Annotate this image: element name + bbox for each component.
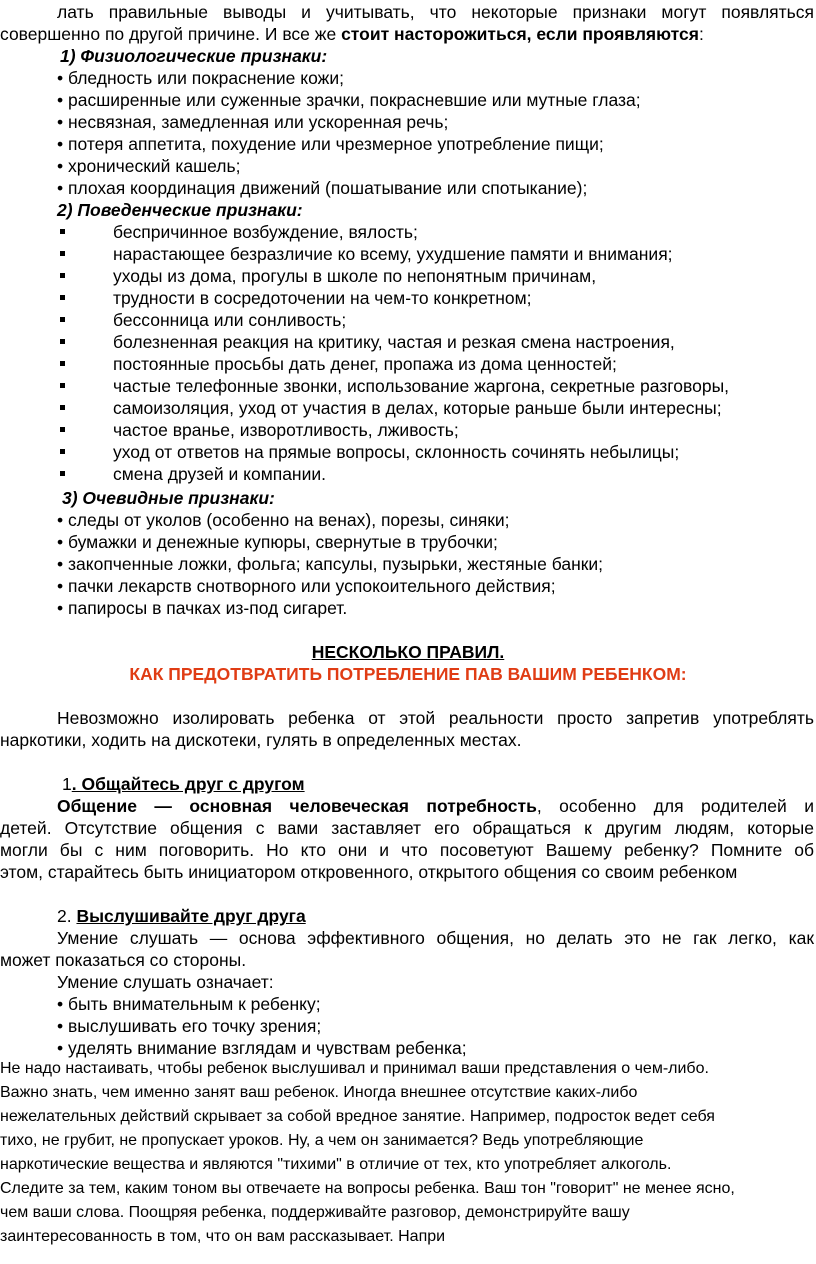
closing-line: Не надо настаивать, чтобы ребенок выслушивал и принимал ваши представления о чем-либо. (0, 1060, 709, 1077)
list-item: беспричинное возбуждение, вялость; (113, 222, 418, 242)
closing-line: Важно знать, чем именно занят ваш ребенок. Иногда внешнее отсутствие каких-либо (0, 1084, 638, 1101)
list-item: постоянные просьбы дать денег, пропажа из дома ценностей; (113, 354, 617, 374)
list-item: • хронический кашель; (57, 156, 241, 176)
section-2-heading: 2) Поведенческие признаки: (57, 200, 303, 220)
closing-line: заинтересованность в том, что он вам рассказывает. Напри (0, 1228, 446, 1245)
intro-paragraph-line-2: наркотики, ходить на дискотеки, гулять в определенных местах. (0, 730, 522, 750)
intro-line-2-bold: стоит насторожиться, если проявляются (341, 24, 699, 44)
closing-line: чем ваши слова. Поощряя ребенка, поддерживайте разговор, демонстрируйте вашу (0, 1204, 630, 1221)
list-item: бессонница или сонливость; (113, 310, 347, 330)
intro-line-2-colon: : (698, 24, 704, 44)
square-bullet-icon (60, 251, 65, 256)
rule-1-heading (62, 773, 816, 795)
rule-2-heading (57, 905, 816, 927)
rules-title: НЕСКОЛЬКО ПРАВИЛ. (311, 642, 505, 662)
rule-1-line-2: детей. Отсутствие общения с вами заставляет его обращаться к другим людям, которые (0, 818, 814, 838)
list-item: • плохая координация движений (пошатывание или спотыкание); (57, 178, 588, 198)
rule-1-line-1 (57, 795, 814, 817)
rule-2-title: Выслушивайте друг друга (76, 906, 306, 926)
list-item: болезненная реакция на критику, частая и резкая смена настроения, (113, 332, 675, 352)
square-bullet-icon (60, 449, 65, 454)
square-bullet-icon (60, 471, 65, 476)
rule-1-line-4: этом, старайтесь быть инициатором откровенного, открытого общения со своим ребенком (0, 862, 738, 882)
square-bullet-icon (60, 229, 65, 234)
list-item: • пачки лекарств снотворного или успокоительного действия; (57, 576, 556, 596)
square-bullet-icon (60, 427, 65, 432)
list-item: • бледность или покраснение кожи; (57, 68, 345, 88)
list-item: уходы из дома, прогулы в школе по непонятным причинам, (113, 266, 597, 286)
list-item: • расширенные или суженные зрачки, покрасневшие или мутные глаза; (57, 90, 641, 110)
square-bullet-icon (60, 273, 65, 278)
closing-line: нежелательных действий скрывает за собой вредное занятие. Например, подросток ведет себя (0, 1108, 715, 1125)
list-item: смена друзей и компании. (113, 464, 327, 484)
intro-line-2-text: совершенно по другой причине. И все же (0, 24, 342, 44)
list-item: частое вранье, изворотливость, лживость; (113, 420, 459, 440)
list-item: трудности в сосредоточении на чем-то конкретном; (113, 288, 532, 308)
rules-subtitle: КАК ПРЕДОТВРАТИТЬ ПОТРЕБЛЕНИЕ ПАВ ВАШИМ РЕБЕНКОМ: (129, 664, 687, 684)
square-bullet-icon (60, 295, 65, 300)
rule-2-line-3: Умение слушать означает: (57, 972, 274, 992)
rule-1-bold-phrase: Общение — основная человеческая потребность (57, 796, 537, 816)
square-bullet-icon (60, 361, 65, 366)
intro-paragraph-line-1: Невозможно изолировать ребенка от этой реальности просто запретив употреблять (57, 708, 814, 728)
rule-2-number: 2. (57, 906, 77, 926)
list-item: • бумажки и денежные купюры, свернутые в трубочки; (57, 532, 498, 552)
list-item: • выслушивать его точку зрения; (57, 1016, 322, 1036)
section-1-heading: 1) Физиологические признаки: (60, 46, 328, 66)
rule-2-line-1: Умение слушать — основа эффективного общения, но делать это не гак легко, как (57, 928, 814, 948)
rule-1-title: . Общайтесь друг с другом (71, 774, 305, 794)
list-item: уход от ответов на прямые вопросы, склонность сочинять небылицы; (113, 442, 680, 462)
closing-line: тихо, не грубит, не пропускает уроков. Ну, а чем он занимается? Ведь употребляющие (0, 1132, 644, 1149)
rule-1-line-1-rest: , особенно для родителей и (536, 796, 814, 816)
closing-line: Следите за тем, каким тоном вы отвечаете на вопросы ребенка. Ваш тон "говорит" не менее ясно, (0, 1180, 735, 1197)
list-item: нарастающее безразличие ко всему, ухудшение памяти и внимания; (113, 244, 673, 264)
list-item: • следы от уколов (особенно на венах), порезы, синяки; (57, 510, 510, 530)
rule-2-line-2: может показаться со стороны. (0, 950, 247, 970)
square-bullet-icon (60, 405, 65, 410)
intro-line-1: лать правильные выводы и учитывать, что некоторые признаки могут появляться (57, 2, 814, 22)
square-bullet-icon (60, 317, 65, 322)
list-item: самоизоляция, уход от участия в делах, которые раньше были интересны; (113, 398, 722, 418)
section-3-heading: 3) Очевидные признаки: (62, 488, 275, 508)
rule-1-number: 1 (62, 774, 72, 794)
list-item: • папиросы в пачках из-под сигарет. (57, 598, 348, 618)
list-item: • уделять внимание взглядам и чувствам ребенка; (57, 1038, 467, 1058)
closing-line: наркотические вещества и являются "тихими" в отличие от тех, кто употребляет алкоголь. (0, 1156, 672, 1173)
intro-line-2 (0, 23, 816, 45)
list-item: • потеря аппетита, похудение или чрезмерное употребление пищи; (57, 134, 604, 154)
list-item: • закопченные ложки, фольга; капсулы, пузырьки, жестяные банки; (57, 554, 604, 574)
list-item: • несвязная, замедленная или ускоренная речь; (57, 112, 449, 132)
square-bullet-icon (60, 339, 65, 344)
rule-1-line-3: могли бы с ним поговорить. Но кто они и что посоветуют Вашему ребенку? Помните об (0, 840, 814, 860)
list-item: • быть внимательным к ребенку; (57, 994, 321, 1014)
square-bullet-icon (60, 383, 65, 388)
list-item: частые телефонные звонки, использование жаргона, секретные разговоры, (113, 376, 730, 396)
